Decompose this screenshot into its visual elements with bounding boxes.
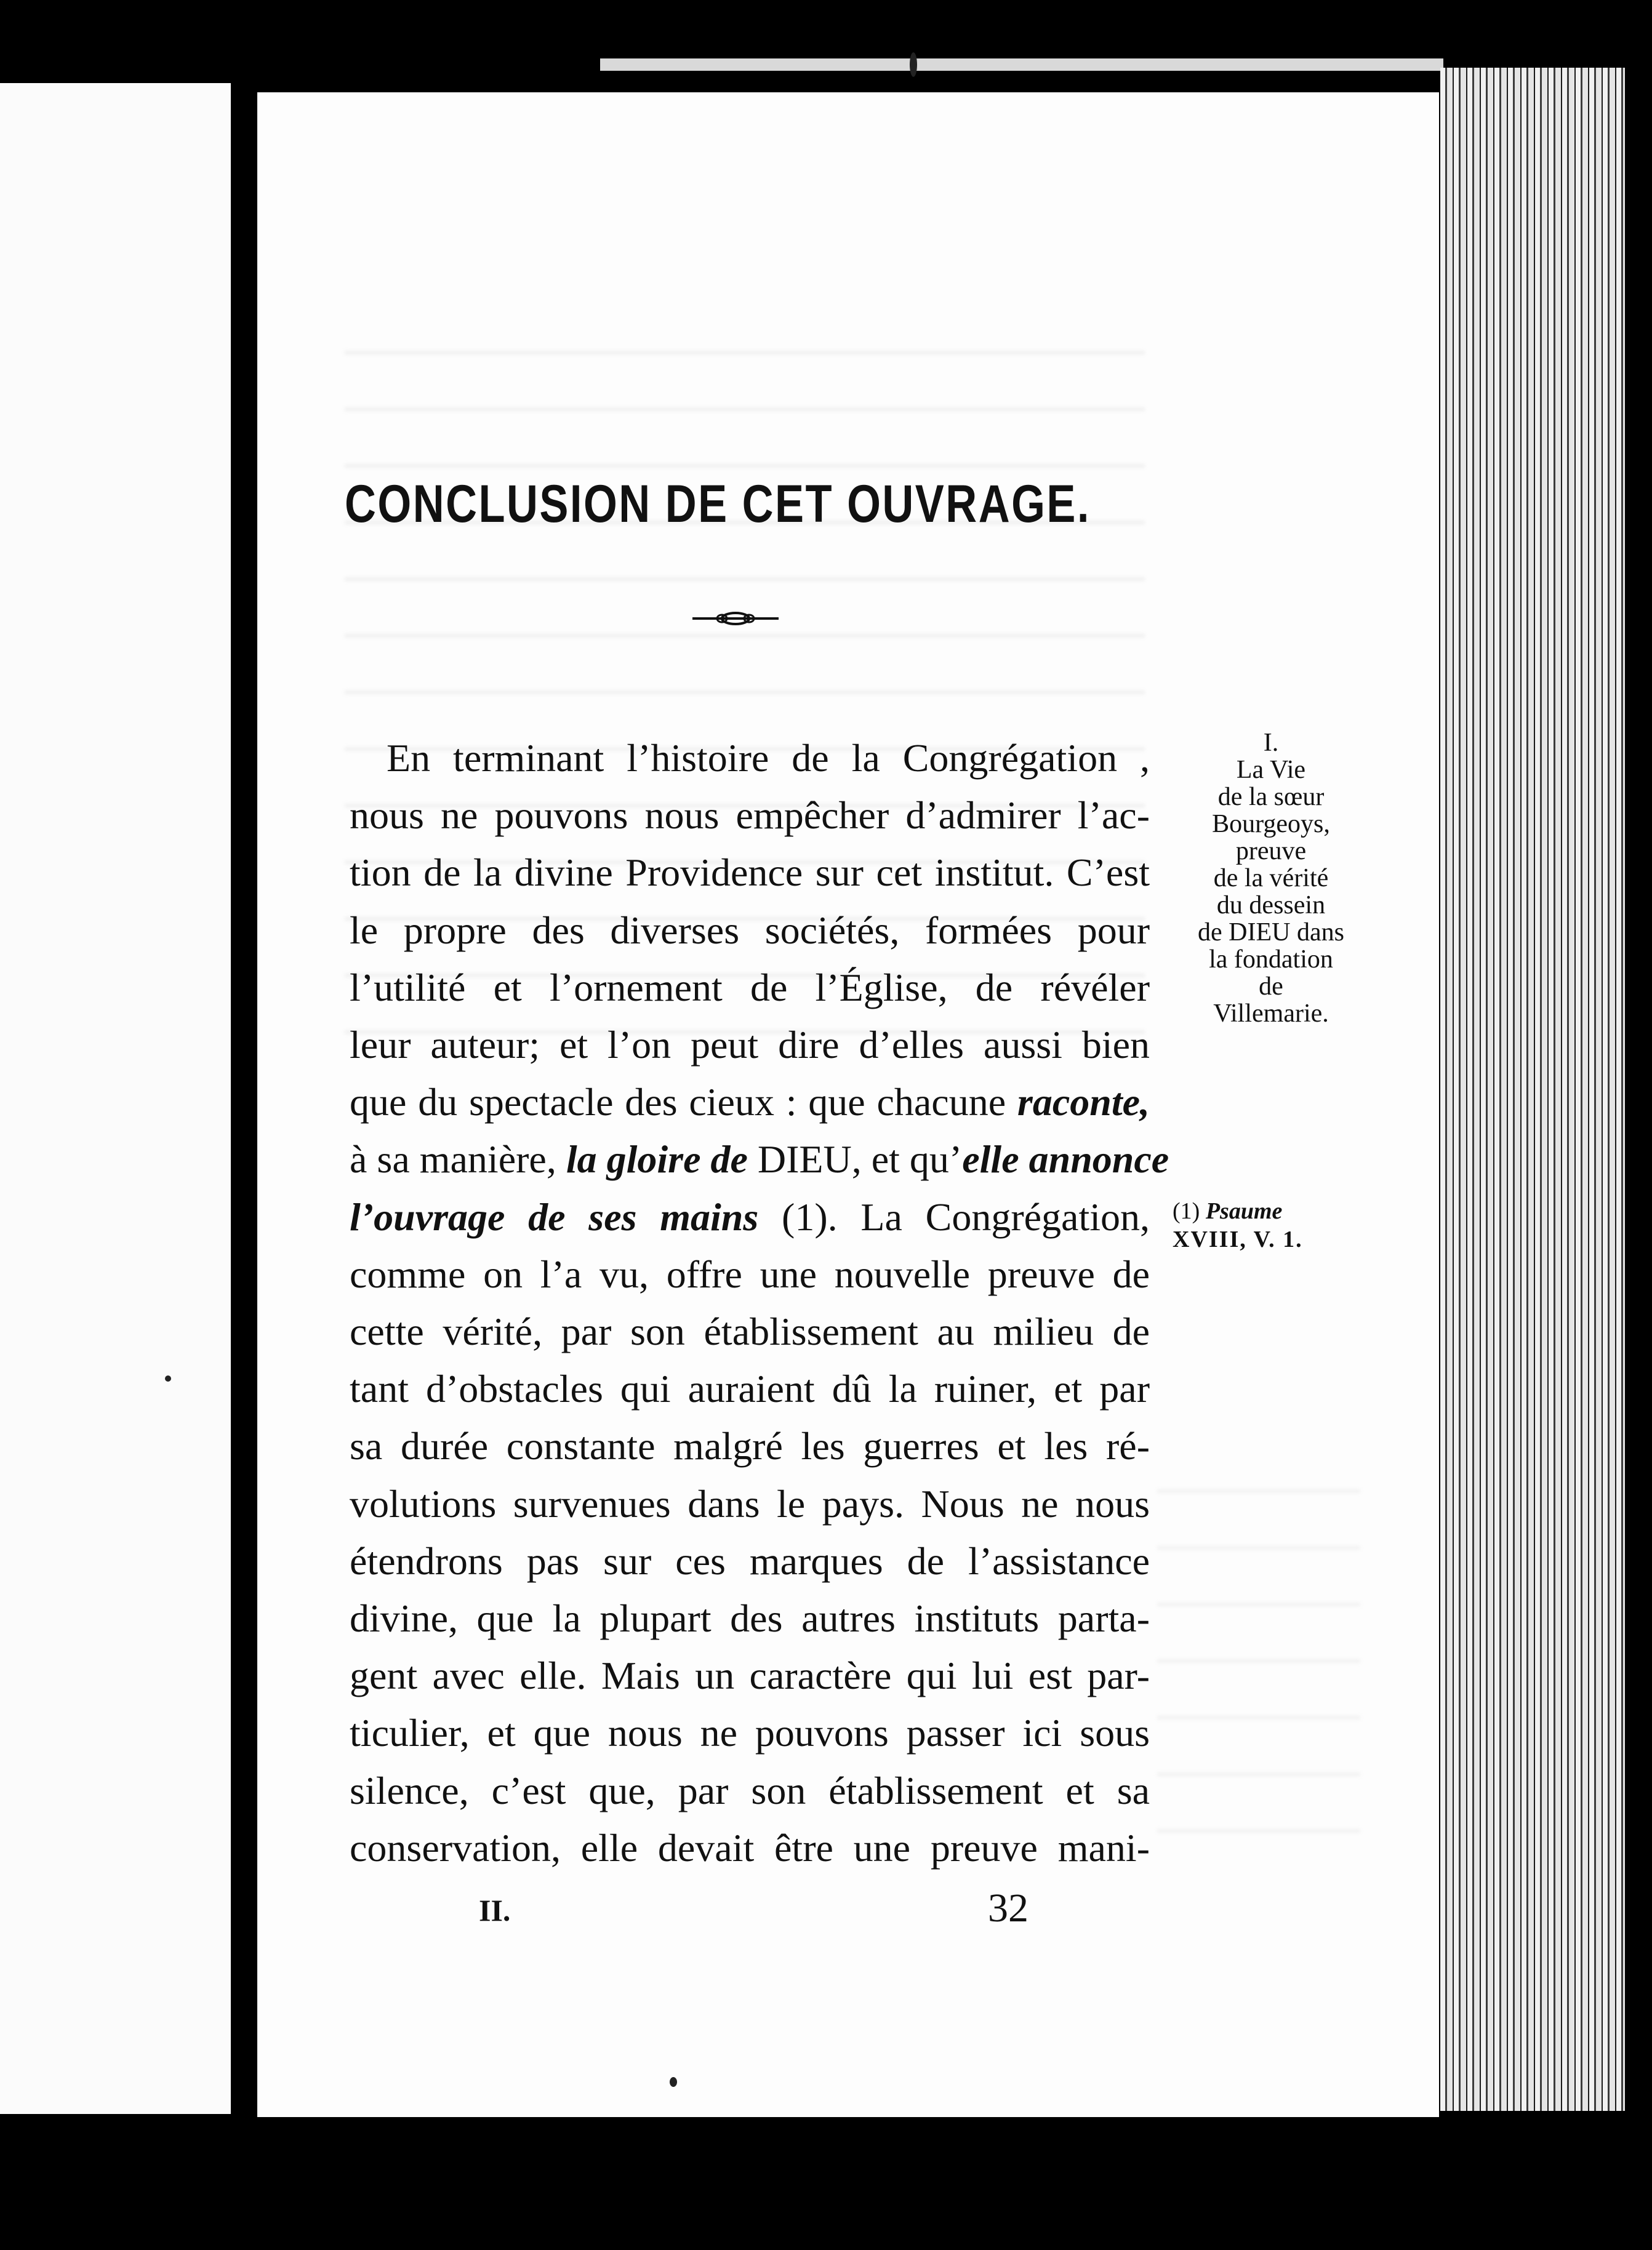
margin-note-line: La Vie — [1236, 756, 1306, 784]
body-line: gent avec elle. Mais un caractère qui lui est par- — [350, 1654, 1150, 1698]
body-line: tant d’obstacles qui auraient dû la ruiner, et par — [350, 1367, 1150, 1411]
margin-note-line: de — [1259, 972, 1283, 1001]
dust-speck — [910, 52, 917, 77]
chapter-heading: CONCLUSION DE CET OUVRAGE. — [345, 474, 1091, 534]
margin-note-line: de la vérité — [1213, 864, 1329, 892]
dust-speck — [165, 1375, 171, 1382]
body-line: volutions survenues dans le pays. Nous ne nous — [350, 1481, 1150, 1526]
signature-mark: II. — [479, 1893, 511, 1928]
margin-note-line: du dessein — [1216, 891, 1326, 919]
body-line: comme on l’a vu, offre une nouvelle preuve de — [350, 1252, 1150, 1296]
body-line: En terminant l’histoire de la Congrégation , — [387, 736, 1150, 780]
body-line: conservation, elle devait être une preuve mani- — [350, 1825, 1150, 1870]
dust-speck — [670, 2077, 677, 2087]
page-number: 32 — [988, 1886, 1028, 1931]
stacked-page-edges — [1440, 68, 1625, 2111]
footnote — [1173, 1197, 1376, 1254]
margin-note-line: Villemarie. — [1213, 999, 1329, 1028]
body-line: étendrons pas sur ces marques de l’assistance — [350, 1539, 1150, 1583]
margin-note-line: la fondation — [1209, 945, 1333, 974]
margin-note-line: de DIEU dans — [1198, 918, 1344, 947]
margin-note-line: preuve — [1235, 837, 1307, 865]
margin-note-line: I. — [1263, 729, 1279, 757]
margin-note-line: Bourgeoys, — [1212, 810, 1330, 838]
body-line: divine, que la plupart des autres instituts parta- — [350, 1596, 1150, 1640]
body-line: leur auteur; et l’on peut dire d’elles aussi bien — [350, 1023, 1150, 1067]
body-line: ticulier, et que nous ne pouvons passer ici sous — [350, 1711, 1150, 1755]
left-page — [0, 83, 231, 2114]
ornament-divider-icon — [692, 609, 779, 628]
body-line: nous ne pouvons nous empêcher d’admirer l’ac- — [350, 793, 1150, 838]
body-line: tion de la divine Providence sur cet institut. C’est — [350, 851, 1150, 895]
footnote-marker: (1) — [1173, 1198, 1200, 1224]
body-line: cette vérité, par son établissement au milieu de — [350, 1310, 1150, 1353]
footnote-text: Psaume — [1205, 1198, 1283, 1224]
footnote-ref: XVIII, V. 1. — [1173, 1227, 1303, 1252]
body-line: que du spectacle des cieux : que chacune raconte, — [350, 1080, 1150, 1124]
body-line: l’ouvrage de ses mains (1). La Congrégation, — [350, 1195, 1150, 1239]
body-line: à sa manière, la gloire de DIEU, et qu’elle annonce — [350, 1137, 1169, 1182]
margin-note-line: de la sœur — [1217, 783, 1325, 811]
body-line: le propre des diverses sociétés, formées pour — [350, 908, 1150, 952]
show-through-texture — [345, 326, 1145, 1065]
top-page-edge — [600, 58, 1443, 71]
body-line: l’utilité et l’ornement de l’Église, de révéler — [350, 965, 1150, 1009]
body-line: silence, c’est que, par son établissement et sa — [350, 1768, 1150, 1812]
margin-note — [1169, 729, 1373, 1027]
show-through-texture-lower — [1157, 1465, 1360, 1859]
body-line: sa durée constante malgré les guerres et les ré- — [350, 1424, 1150, 1468]
